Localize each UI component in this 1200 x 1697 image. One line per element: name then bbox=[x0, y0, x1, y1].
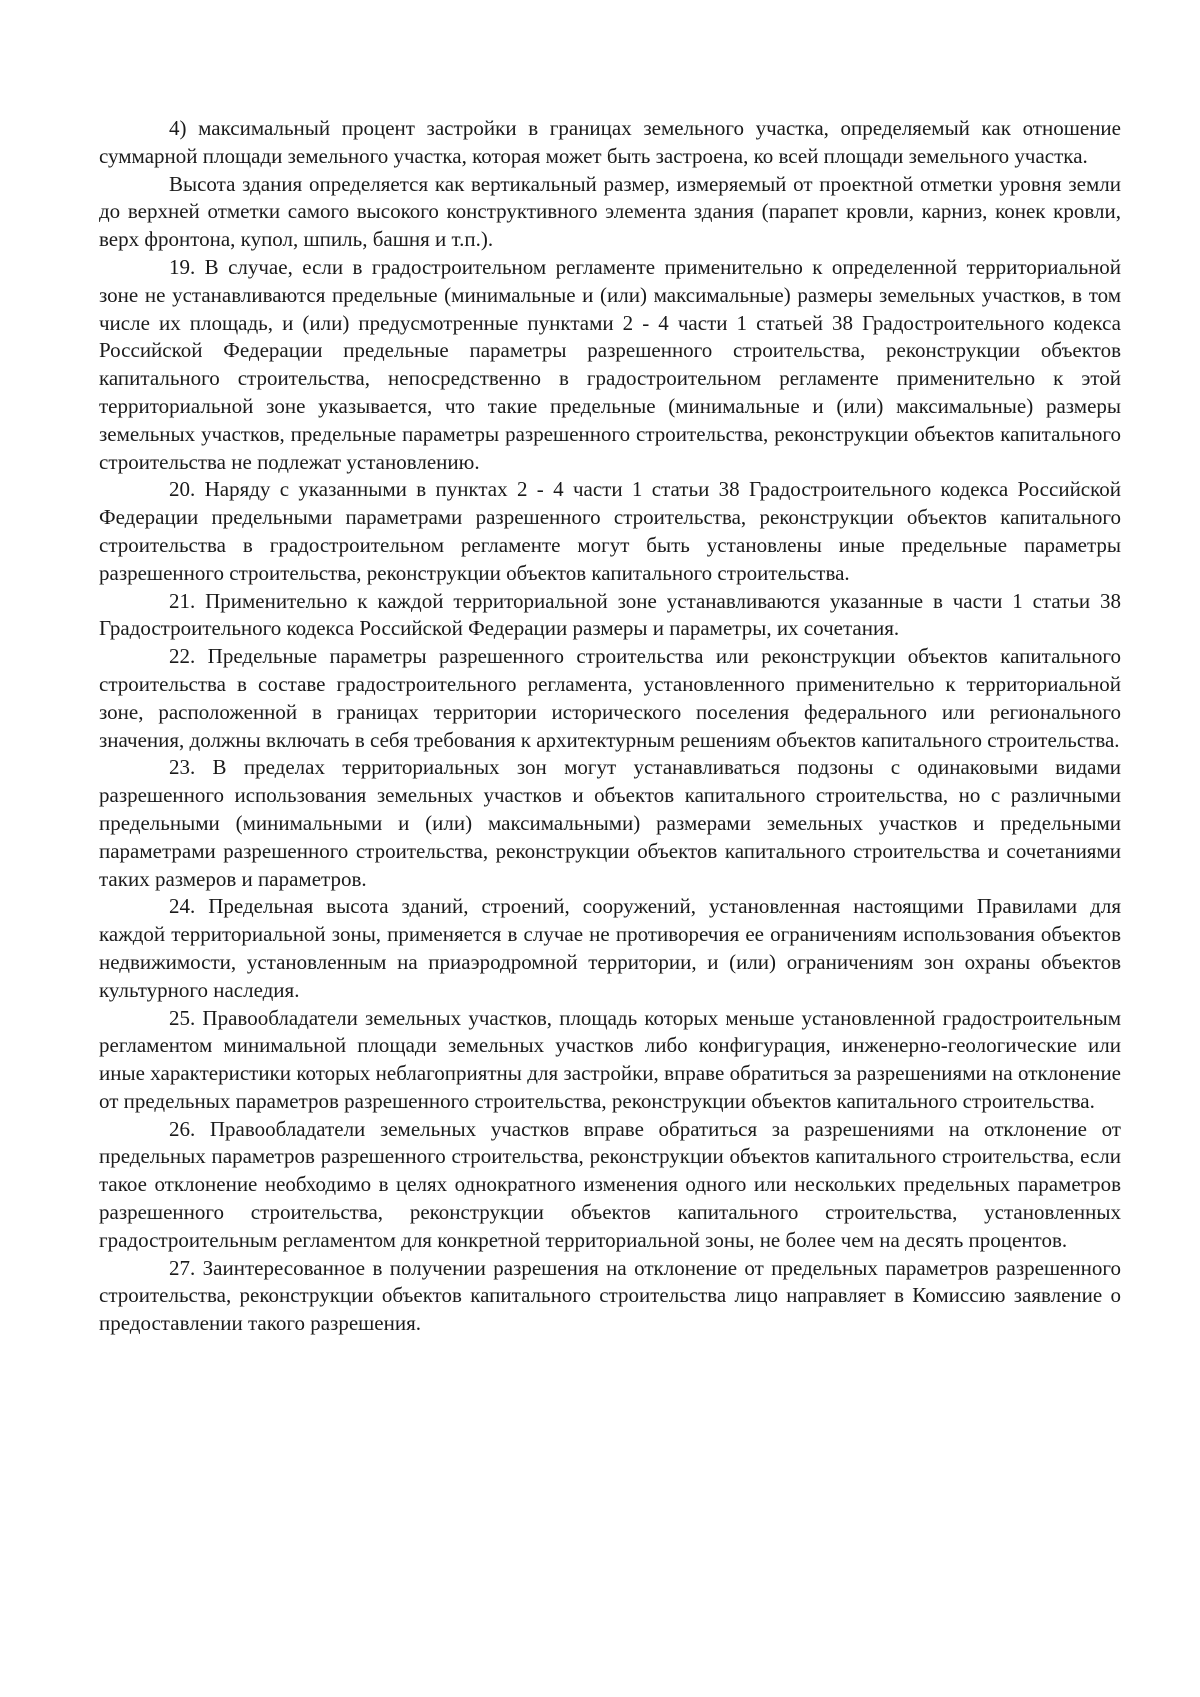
paragraph-24: 24. Предельная высота зданий, строений, сооружений, установленная настоящими Правилами для каждой территориальной зоны, применяется в случае не противоречия ее ограничениям использования объектов недвижимости, установленным на приаэродромной территории, и (или) ограничениям зон охраны объектов культурного наследия. bbox=[99, 894, 1121, 1002]
paragraph-25: 25. Правообладатели земельных участков, площадь которых меньше установленной градостроительным регламентом минимальной площади земельных участков либо конфигурация, инженерно-геологические или иные характеристики которых неблагоприятны для застройки, вправе обратиться за разрешениями на отклонение от предельных параметров разрешенного строительства, реконструкции объектов капитального строительства. bbox=[99, 1005, 1121, 1113]
paragraph-19: 19. В случае, если в градостроительном регламенте применительно к определенной территориальной зоне не устанавливаются предельные (минимальные и (или) максимальные) размеры земельных участков, в том числе их площадь, и (или) предусмотренные пунктами 2 - 4 части 1 статьей 38 Градостроительного кодекса Российской Федерации предельные параметры разрешенного строительства, реконструкции объектов капитального строительства, непосредственно в градостроительном регламенте применительно к этой территориальной зоне указывается, что такие предельные (минимальные и (или) максимальные) размеры земельных участков, предельные параметры разрешенного строительства, реконструкции объектов капитального строительства не подлежат установлению. bbox=[99, 254, 1121, 474]
paragraph-27: 27. Заинтересованное в получении разрешения на отклонение от предельных параметров разрешенного строительства, реконструкции объектов капитального строительства лицо направляет в Комиссию заявление о предоставлении такого разрешения. bbox=[99, 1255, 1121, 1336]
paragraph-22: 22. Предельные параметры разрешенного строительства или реконструкции объектов капитального строительства в составе градостроительного регламента, установленного применительно к территориальной зоне, расположенной в границах территории исторического поселения федерального или регионального значения, должны включать в себя требования к архитектурным решениям объектов капитального строительства. bbox=[99, 644, 1121, 752]
paragraph-building-height: Высота здания определяется как вертикальный размер, измеряемый от проектной отметки уровня земли до верхней отметки самого высокого конструктивного элемента здания (парапет кровли, карниз, конек кровли, верх фронтона, купол, шпиль, башня и т.п.). bbox=[99, 171, 1121, 252]
paragraph-20: 20. Наряду с указанными в пунктах 2 - 4 части 1 статьи 38 Градостроительного кодекса Российской Федерации предельными параметрами разрешенного строительства, реконструкции объектов капитального строительства в градостроительном регламенте могут быть установлены иные предельные параметры разрешенного строительства, реконструкции объектов капитального строительства. bbox=[99, 477, 1121, 585]
paragraph-item-4: 4) максимальный процент застройки в границах земельного участка, определяемый как отношение суммарной площади земельного участка, которая может быть застроена, ко всей площади земельного участка. bbox=[99, 116, 1121, 168]
paragraph-21: 21. Применительно к каждой территориальной зоне устанавливаются указанные в части 1 статьи 38 Градостроительного кодекса Российской Федерации размеры и параметры, их сочетания. bbox=[99, 588, 1121, 641]
paragraph-23: 23. В пределах территориальных зон могут устанавливаться подзоны с одинаковыми видами разрешенного использования земельных участков и объектов капитального строительства, но с различными предельными (минимальными и (или) максимальными) размерами земельных участков и предельными параметрами разрешенного строительства, реконструкции объектов капитального строительства и сочетаниями таких размеров и параметров. bbox=[99, 755, 1121, 891]
paragraph-26: 26. Правообладатели земельных участков вправе обратиться за разрешениями на отклонение от предельных параметров разрешенного строительства, реконструкции объектов капитального строительства, если такое отклонение необходимо в целях однократного изменения одного или нескольких предельных параметров разрешенного строительства, реконструкции объектов капитального строительства, установленных градостроительным регламентом для конкретной территориальной зоны, не более чем на десять процентов. bbox=[99, 1116, 1121, 1252]
